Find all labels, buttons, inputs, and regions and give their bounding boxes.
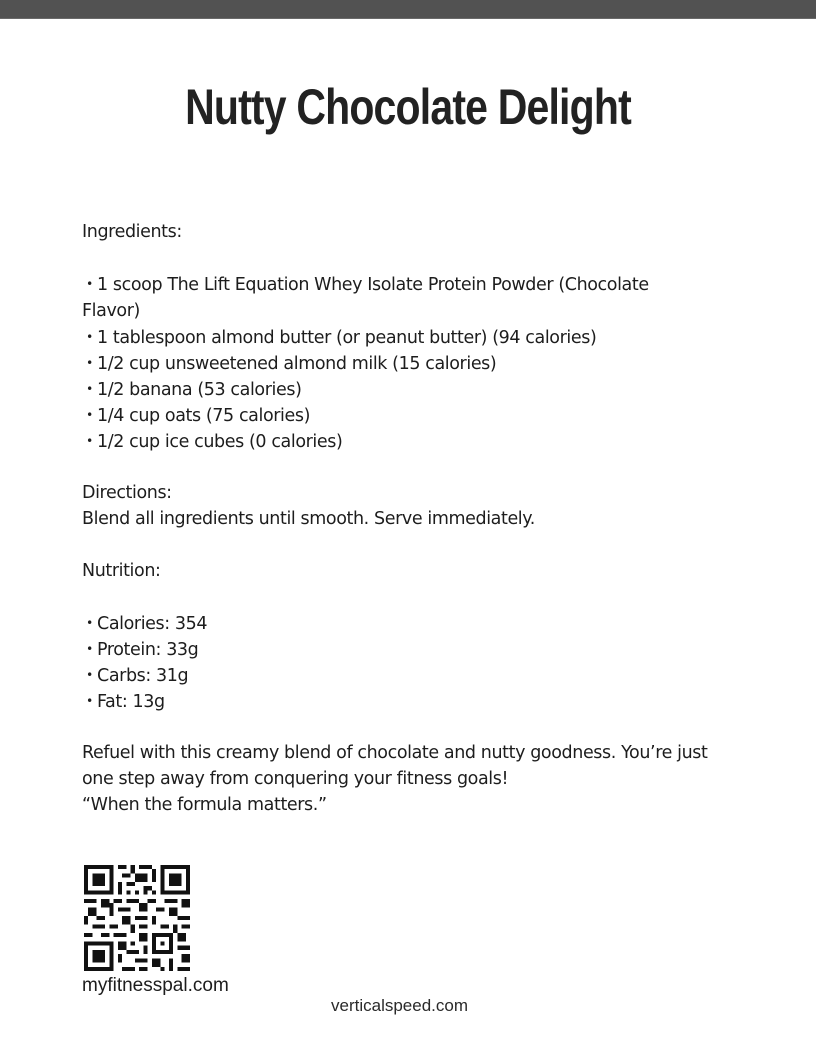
- ingredients-heading: Ingredients:: [82, 222, 182, 242]
- ingredient-item: • 1/2 cup ice cubes (0 calories): [82, 428, 732, 454]
- ingredient-item: • 1 scoop The Lift Equation Whey Isolate Protein Powder (Chocolate Flavor): [82, 271, 702, 324]
- ingredient-item: • 1/2 banana (53 calories): [82, 376, 732, 402]
- verticalspeed-link[interactable]: verticalspeed.com: [331, 996, 469, 1015]
- nutrition-item: • Calories: 354: [82, 610, 732, 636]
- recipe-body: [82, 219, 732, 818]
- ingredient-item: • 1/4 cup oats (75 calories): [82, 402, 732, 428]
- top-bar: [0, 0, 816, 19]
- closing-text: Refuel with this creamy blend of chocolate and nutty goodness. You’re just one step away from conquering your fitness goals!: [82, 743, 708, 789]
- tagline: “When the formula matters.”: [82, 795, 327, 815]
- qr-code-icon[interactable]: [84, 865, 190, 971]
- nutrition-heading: Nutrition:: [82, 561, 161, 581]
- nutrition-item: • Fat: 13g: [82, 688, 732, 714]
- ingredient-item: • 1/2 cup unsweetened almond milk (15 calories): [82, 350, 732, 376]
- ingredient-item: • 1 tablespoon almond butter (or peanut butter) (94 calories): [82, 324, 732, 350]
- directions-text: Blend all ingredients until smooth. Serve immediately.: [82, 509, 535, 529]
- nutrition-item: • Carbs: 31g: [82, 662, 732, 688]
- nutrition-item: • Protein: 33g: [82, 636, 732, 662]
- directions-heading: Directions:: [82, 483, 172, 503]
- page-title: Nutty Chocolate Delight: [185, 79, 631, 135]
- myfitnesspal-link[interactable]: myfitnesspal.com: [82, 975, 229, 996]
